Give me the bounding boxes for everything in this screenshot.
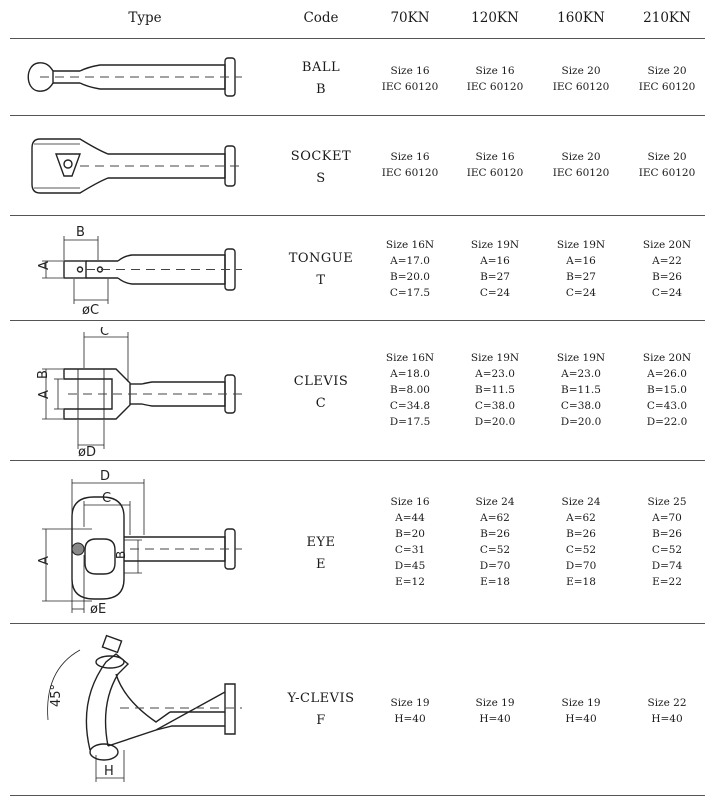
dimension-label-d: D xyxy=(100,469,111,484)
spec-line: D=74 xyxy=(651,560,683,572)
code-name: EYE xyxy=(306,535,336,550)
spec-line: C=24 xyxy=(565,287,597,299)
spec-line: B=8.00 xyxy=(390,384,430,396)
code-name: SOCKET xyxy=(290,149,352,164)
socket-fitting-drawing xyxy=(20,124,255,206)
type-column-header: Type xyxy=(128,10,162,26)
spec-line: H=40 xyxy=(565,713,597,725)
spec-cell xyxy=(362,149,458,181)
code-letter: S xyxy=(316,171,326,186)
spec-line: E=18 xyxy=(480,576,510,588)
load-210kn-header: 210KN xyxy=(643,10,691,26)
spec-line: C=38.0 xyxy=(474,400,516,412)
spec-line: IEC 60120 xyxy=(638,81,696,93)
spec-line: B=26 xyxy=(566,528,596,540)
spec-line: B=11.5 xyxy=(475,384,515,396)
spec-cell xyxy=(447,237,543,301)
load-160kn-header: 160KN xyxy=(557,10,605,26)
spec-line: C=52 xyxy=(479,544,511,556)
spec-line: A=23.0 xyxy=(561,368,601,380)
spec-line: Size 19 xyxy=(561,697,601,709)
spec-line: Size 20 xyxy=(647,151,687,163)
code-ball xyxy=(276,57,366,101)
spec-line: IEC 60120 xyxy=(466,81,524,93)
y-clevis-fitting-drawing xyxy=(20,630,255,792)
spec-line: B=26 xyxy=(480,528,510,540)
spec-cell xyxy=(447,149,543,181)
spec-cell xyxy=(447,63,543,95)
dimension-label-h: H xyxy=(104,764,114,779)
spec-cell xyxy=(362,63,458,95)
dimension-label-angle: 45° xyxy=(49,683,64,707)
spec-line: Size 16 xyxy=(475,65,515,77)
tongue-fitting-drawing xyxy=(20,222,255,316)
code-column-header: Code xyxy=(303,10,339,26)
spec-cell xyxy=(619,695,715,727)
spec-line: Size 19N xyxy=(556,352,606,364)
table-row xyxy=(0,321,715,460)
spec-line: C=52 xyxy=(651,544,683,556)
spec-line: A=16 xyxy=(566,255,596,267)
code-tongue xyxy=(276,248,366,292)
spec-line: C=38.0 xyxy=(560,400,602,412)
spec-cell xyxy=(362,494,458,590)
table-row xyxy=(0,461,715,623)
code-eye xyxy=(276,532,366,576)
spec-cell xyxy=(619,494,715,590)
spec-line: Size 16N xyxy=(385,239,435,251)
spec-line: Size 25 xyxy=(647,496,687,508)
dimension-label-c: C xyxy=(102,491,112,506)
load-120kn-header: 120KN xyxy=(471,10,519,26)
spec-cell xyxy=(619,63,715,95)
code-letter: F xyxy=(316,713,326,728)
dimension-label-c: øC xyxy=(82,303,100,316)
spec-line: Size 24 xyxy=(561,496,601,508)
spec-cell xyxy=(447,494,543,590)
divider xyxy=(10,795,705,796)
spec-line: Size 20 xyxy=(647,65,687,77)
spec-line: D=20.0 xyxy=(560,416,602,428)
spec-line: A=26.0 xyxy=(647,368,687,380)
spec-line: B=11.5 xyxy=(561,384,601,396)
spec-line: Size 16 xyxy=(390,496,430,508)
code-letter: T xyxy=(316,273,326,288)
spec-line: A=18.0 xyxy=(390,368,430,380)
code-name: BALL xyxy=(301,60,341,75)
spec-cell xyxy=(447,695,543,727)
spec-line: D=45 xyxy=(394,560,426,572)
spec-line: C=17.5 xyxy=(389,287,431,299)
spec-line: B=20 xyxy=(395,528,425,540)
spec-line: Size 16N xyxy=(385,352,435,364)
dimension-label-a: A xyxy=(37,390,52,399)
spec-line: B=26 xyxy=(652,528,682,540)
spec-line: C=24 xyxy=(479,287,511,299)
table-row xyxy=(0,216,715,320)
load-70kn-header: 70KN xyxy=(390,10,430,26)
spec-line: B=20.0 xyxy=(390,271,430,283)
spec-line: B=26 xyxy=(652,271,682,283)
spec-line: Size 16 xyxy=(390,65,430,77)
spec-line: Size 19 xyxy=(475,697,515,709)
spec-line: A=62 xyxy=(480,512,510,524)
code-y-clevis xyxy=(276,688,366,732)
spec-line: A=16 xyxy=(480,255,510,267)
spec-line: E=22 xyxy=(652,576,682,588)
spec-line: Size 20 xyxy=(561,151,601,163)
spec-line: Size 20 xyxy=(561,65,601,77)
spec-line: IEC 60120 xyxy=(466,167,524,179)
spec-line: H=40 xyxy=(394,713,426,725)
dimension-label-a: A xyxy=(37,556,52,565)
spec-line: D=22.0 xyxy=(646,416,688,428)
spec-line: Size 19N xyxy=(470,352,520,364)
spec-line: IEC 60120 xyxy=(381,167,439,179)
dimension-label-a: A xyxy=(37,261,52,270)
spec-line: H=40 xyxy=(479,713,511,725)
spec-line: A=17.0 xyxy=(390,255,430,267)
code-name: TONGUE xyxy=(288,251,354,266)
table-row xyxy=(0,624,715,795)
dimension-label-b: B xyxy=(76,225,85,240)
spec-line: IEC 60120 xyxy=(638,167,696,179)
table-row xyxy=(0,39,715,115)
spec-line: Size 22 xyxy=(647,697,687,709)
spec-cell xyxy=(533,63,629,95)
spec-cell xyxy=(362,695,458,727)
code-letter: E xyxy=(316,557,326,572)
spec-line: Size 16 xyxy=(475,151,515,163)
spec-cell xyxy=(362,237,458,301)
spec-cell xyxy=(533,149,629,181)
spec-line: D=70 xyxy=(565,560,597,572)
spec-line: D=70 xyxy=(479,560,511,572)
code-socket xyxy=(276,146,366,190)
spec-cell xyxy=(362,350,458,430)
table-row xyxy=(0,116,715,215)
code-name: Y-CLEVIS xyxy=(287,691,355,706)
spec-cell xyxy=(619,350,715,430)
spec-line: A=70 xyxy=(652,512,682,524)
dimension-label-e: øE xyxy=(90,602,107,617)
spec-line: D=17.5 xyxy=(389,416,431,428)
spec-line: Size 16 xyxy=(390,151,430,163)
ball-fitting-drawing xyxy=(20,43,255,111)
code-letter: C xyxy=(315,396,327,411)
spec-line: C=52 xyxy=(565,544,597,556)
spec-line: A=23.0 xyxy=(475,368,515,380)
spec-line: C=24 xyxy=(651,287,683,299)
spec-cell xyxy=(447,350,543,430)
spec-cell xyxy=(619,237,715,301)
spec-line: E=12 xyxy=(395,576,425,588)
spec-line: C=43.0 xyxy=(646,400,688,412)
table-header xyxy=(0,0,715,38)
spec-line: Size 19N xyxy=(470,239,520,251)
spec-line: A=62 xyxy=(566,512,596,524)
code-clevis xyxy=(276,371,366,415)
dimension-label-b: B xyxy=(114,550,128,559)
spec-line: Size 19N xyxy=(556,239,606,251)
spec-line: D=20.0 xyxy=(474,416,516,428)
spec-line: A=44 xyxy=(395,512,425,524)
clevis-fitting-drawing xyxy=(20,327,255,457)
spec-line: Size 24 xyxy=(475,496,515,508)
spec-line: IEC 60120 xyxy=(552,81,610,93)
code-letter: B xyxy=(315,82,327,97)
spec-line: IEC 60120 xyxy=(381,81,439,93)
dimension-label-d: øD xyxy=(78,445,96,457)
spec-cell xyxy=(533,695,629,727)
spec-line: Size 19 xyxy=(390,697,430,709)
spec-line: C=34.8 xyxy=(389,400,431,412)
spec-line: A=22 xyxy=(652,255,682,267)
spec-line: B=27 xyxy=(566,271,596,283)
spec-line: B=27 xyxy=(480,271,510,283)
spec-line: E=18 xyxy=(566,576,596,588)
eye-fitting-drawing xyxy=(20,467,255,619)
dimension-label-c: C xyxy=(100,327,110,339)
spec-line: H=40 xyxy=(651,713,683,725)
spec-line: Size 20N xyxy=(642,352,692,364)
spec-cell xyxy=(533,494,629,590)
spec-cell xyxy=(619,149,715,181)
spec-line: Size 20N xyxy=(642,239,692,251)
dimension-label-b: B xyxy=(36,370,51,379)
spec-line: C=31 xyxy=(394,544,426,556)
spec-line: B=15.0 xyxy=(647,384,687,396)
spec-cell xyxy=(533,350,629,430)
code-name: CLEVIS xyxy=(293,374,349,389)
spec-line: IEC 60120 xyxy=(552,167,610,179)
spec-cell xyxy=(533,237,629,301)
